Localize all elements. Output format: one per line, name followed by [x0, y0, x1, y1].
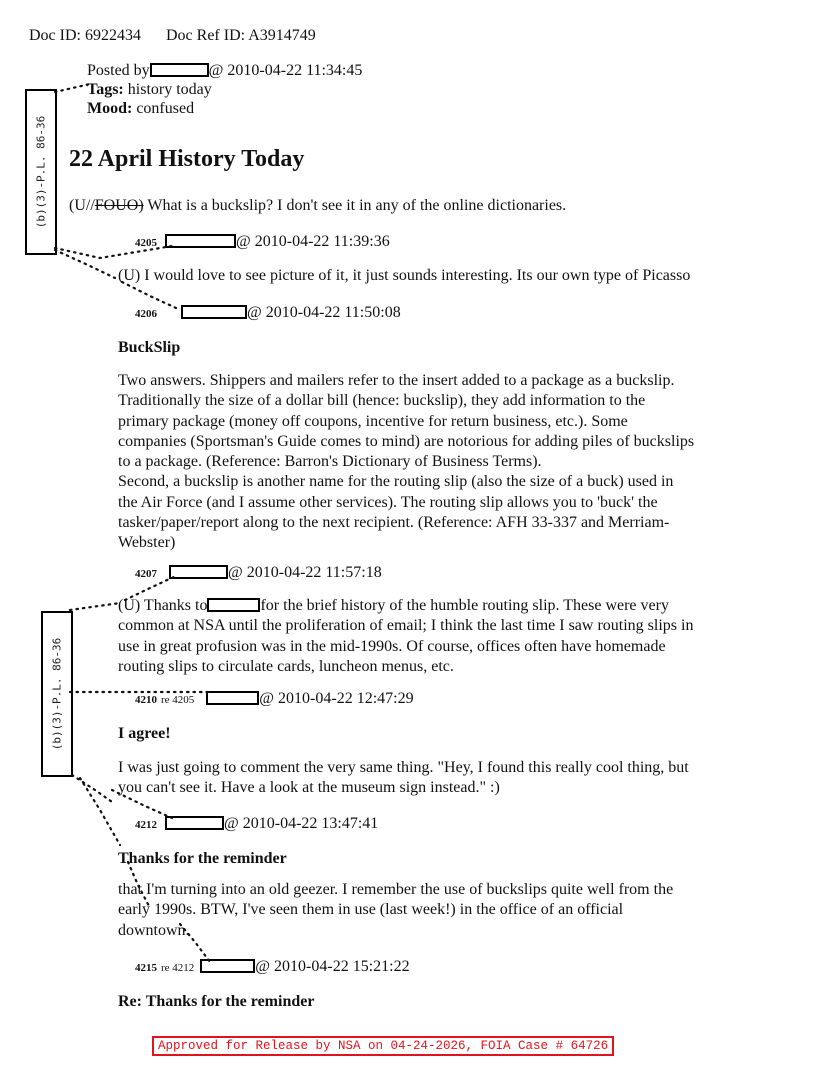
comment-line: tasker/paper/report along to the next recipient. (Reference: AFH 33-337 and Merriam-	[118, 514, 670, 532]
comment-time: @ 2010-04-22 11:50:08	[247, 304, 401, 321]
comment-time: @ 2010-04-22 13:47:41	[224, 815, 379, 832]
comment-line: the Air Force (and I assume other services). The routing slip allows you to 'buck' the	[118, 493, 658, 511]
comment-line: that I'm turning into an old geezer. I remember the use of buckslips quite well from the	[118, 881, 674, 898]
leader-line	[128, 862, 150, 908]
comment-text: (U) Thanks to	[118, 597, 208, 614]
doc-ref-id: Doc Ref ID: A3914749	[166, 27, 316, 44]
comment-text: for the brief history of the humble routing slip. These were very	[260, 597, 669, 614]
classification-struck: FOUO)	[94, 197, 144, 214]
leader-line	[80, 778, 120, 845]
posted-by-label: Posted by	[87, 62, 150, 79]
reply-to[interactable]: re 4205	[161, 694, 195, 706]
comment-line: use in great profusion was in the mid-1990s. Of course, offices often have homemade	[118, 637, 666, 655]
comment-number[interactable]: 4205	[135, 237, 157, 249]
classification-prefix: (U//	[69, 197, 95, 214]
comment-line: companies (Sportsman's Guide comes to mind) are notorious for adding piles of buckslips	[118, 432, 695, 450]
comment-line: primary package (money off coupons, incentive for return business, etc.). Some	[118, 412, 628, 430]
comment-time: @ 2010-04-22 15:21:22	[255, 958, 410, 975]
comment-line: common at NSA until the proliferation of email; I think the last time I saw routing slips in	[118, 617, 694, 635]
comment-text: (U) I would love to see picture of it, it just sounds interesting. Its our own type of Picasso	[118, 267, 691, 284]
comment-time: @ 2010-04-22 11:57:18	[228, 564, 382, 581]
leader-line	[55, 250, 115, 278]
comment-number[interactable]: 4207	[135, 568, 157, 580]
leader-line	[55, 84, 90, 92]
mood-value: confused	[136, 100, 195, 117]
comment-line: to a package. (Reference: Barron's Dictionary of Business Terms).	[118, 453, 542, 471]
reply-to[interactable]: re 4212	[161, 962, 195, 974]
comment-line: Second, a buckslip is another name for the routing slip (also the size of a buck) used in	[118, 473, 674, 491]
leader-line	[112, 790, 172, 818]
comment-line: you can't see it. Have a look at the museum sign instead." :)	[118, 779, 500, 797]
mood-label: Mood:	[87, 100, 133, 117]
leader-line	[55, 246, 172, 258]
comment-number[interactable]: 4212	[135, 819, 157, 831]
comment-title: I agree!	[118, 725, 171, 742]
comment-time: @ 2010-04-22 11:39:36	[236, 233, 390, 250]
page-title: 22 April History Today	[69, 146, 305, 172]
comment-title: Thanks for the reminder	[118, 850, 287, 867]
exemption-label: (b)(3)-P.L. 86-36	[50, 637, 64, 751]
comment-title: BuckSlip	[118, 339, 181, 356]
comment-title: Re: Thanks for the reminder	[118, 993, 315, 1010]
comment-line: Traditionally the size of a dollar bill (hence: buckslip), they add information to the	[118, 392, 646, 410]
release-stamp: Approved for Release by NSA on 04-24-2026, FOIA Case # 64726	[152, 1036, 614, 1056]
comment-time: @ 2010-04-22 12:47:29	[259, 690, 414, 707]
comment-line: routing slips to circulate cards, luncheon menus, etc.	[118, 657, 454, 675]
comment-line: early 1990s. BTW, I've seen them in use (last week!) in the office of an official	[118, 901, 624, 919]
post-body-text: What is a buckslip? I don't see it in any of the online dictionaries.	[143, 197, 567, 214]
leader-line	[180, 924, 210, 962]
exemption-label: (b)(3)-P.L. 86-36	[34, 115, 48, 229]
comment-line: downtown.	[118, 921, 190, 939]
comment-number[interactable]: 4215	[135, 962, 157, 974]
post-time: @ 2010-04-22 11:34:45	[208, 62, 363, 79]
doc-id: Doc ID: 6922434	[29, 27, 141, 44]
comment-line: I was just going to comment the very same thing. "Hey, I found this really cool thing, but	[118, 759, 689, 776]
comment-line: Webster)	[118, 534, 176, 552]
leader-line	[122, 282, 176, 308]
leader-line	[125, 576, 176, 600]
tags-label: Tags:	[87, 81, 124, 98]
tags-link[interactable]: history today	[127, 81, 212, 98]
leader-line	[70, 603, 120, 610]
comment-line: Two answers. Shippers and mailers refer to the insert added to a package as a buckslip.	[118, 372, 675, 389]
comment-number[interactable]: 4210	[135, 694, 157, 706]
comment-number[interactable]: 4206	[135, 308, 157, 320]
